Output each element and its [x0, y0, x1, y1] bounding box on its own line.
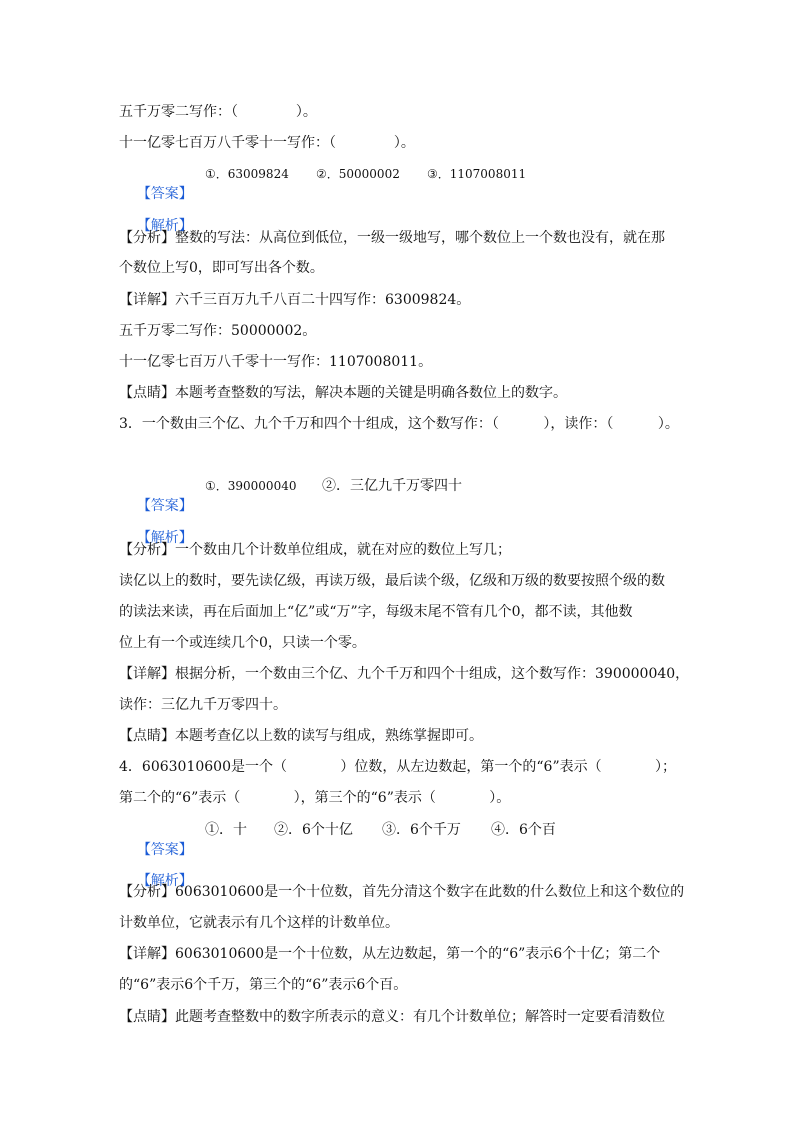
text-line	[119, 1007, 665, 1027]
comment-text: 本题考查亿以上数的读写与组成，熟练掌握即可。	[175, 728, 483, 744]
analysis-text: 一个数由几个计数单位组成，就在对应的数位上写几；	[175, 542, 511, 558]
answer-item: ④．6个百	[491, 822, 556, 838]
answer-tag: 【答案】	[136, 842, 193, 858]
text-line	[119, 664, 689, 684]
analysis-heading	[119, 851, 193, 911]
text-line	[119, 290, 470, 310]
text-line: 的“6”表示6个千万，第三个的“6”表示6个百。	[119, 977, 408, 993]
text-line: 位上有一个或连续几个0，只读一个零。	[119, 635, 366, 651]
answer-item: ②．三亿九千万零四十	[322, 478, 462, 494]
text-line	[119, 726, 483, 746]
answer-tag: 【答案】	[136, 498, 193, 514]
answer-tag: 【答案】	[136, 186, 193, 202]
text-line	[119, 882, 684, 902]
comment-label: 【点睛】	[119, 385, 175, 401]
text-line: 个数位上写0，即可写出各个数。	[119, 260, 324, 276]
question-line: 3．一个数由三个亿、九个千万和四个十组成，这个数写作：（ ），读作：（ ）。	[119, 416, 679, 432]
answer-item: ③．1107008011	[427, 167, 527, 181]
comment-label: 【点睛】	[119, 728, 175, 744]
text-line: 计数单位，它就表示有几个这样的计数单位。	[119, 915, 399, 931]
detail-text: 根据分析，一个数由三个亿、九个千万和四个十组成，这个数写作：390000040，	[175, 666, 690, 682]
answer-item: ③．6个千万	[382, 822, 461, 838]
detail-label: 【详解】	[119, 666, 175, 682]
answer-item: ①．63009824	[205, 167, 289, 181]
text-line	[119, 383, 567, 403]
text-line	[119, 228, 665, 248]
analysis-label: 【分析】	[119, 884, 175, 900]
comment-text: 本题考查整数的写法，解决本题的关键是明确各数位上的数字。	[175, 385, 567, 401]
text-line: 读亿以上的数时，要先读亿级，再读万级，最后读个级，亿级和万级的数要按照个级的数	[119, 573, 665, 589]
text-line: 十一亿零七百万八千零十一写作：（ ）。	[119, 135, 415, 151]
answer-item: ①．390000040	[205, 479, 297, 493]
detail-text: 六千三百万九千八百二十四写作：63009824。	[175, 292, 471, 308]
text-line: 读作：三亿九千万零四十。	[119, 697, 287, 713]
detail-label: 【详解】	[119, 292, 175, 308]
text-line: 十一亿零七百万八千零十一写作：1107008011。	[119, 354, 433, 370]
text-line: 五千万零二写作：50000002。	[119, 323, 317, 339]
text-line: 五千万零二写作：（ ）。	[119, 104, 317, 120]
analysis-tag: 【解析】	[136, 873, 193, 889]
comment-text: 此题考查整数中的数字所表示的意义：有几个计数单位；解答时一定要看清数位	[175, 1009, 665, 1025]
question-line: 第二个的“6”表示（ ），第三个的“6”表示（ ）。	[119, 790, 511, 806]
analysis-tag: 【解析】	[136, 530, 193, 546]
question-line: 4．6063010600是一个（ ）位数，从左边数起，第一个的“6”表示（ ）；	[119, 759, 677, 775]
detail-text: 6063010600是一个十位数，从左边数起，第一个的“6”表示6个十亿；第二个	[175, 946, 661, 962]
detail-label: 【详解】	[119, 946, 175, 962]
text-line: 的读法来读，再在后面加上“亿”或“万”字，每级末尾不管有几个0，都不读，其他数	[119, 604, 633, 620]
analysis-tag: 【解析】	[136, 218, 193, 234]
text-line	[119, 540, 511, 560]
answer-item: ②．6个十亿	[274, 822, 353, 838]
analysis-label: 【分析】	[119, 542, 175, 558]
answer-item: ②．50000002	[316, 167, 400, 181]
analysis-text: 整数的写法：从高位到低位，一级一级地写，哪个数位上一个数也没有，就在那	[175, 230, 665, 246]
analysis-label: 【分析】	[119, 230, 175, 246]
answer-item: ①．十	[205, 822, 247, 838]
analysis-text: 6063010600是一个十位数，首先分清这个数字在此数的什么数位上和这个数位的	[175, 884, 685, 900]
text-line	[119, 944, 660, 964]
comment-label: 【点睛】	[119, 1009, 175, 1025]
